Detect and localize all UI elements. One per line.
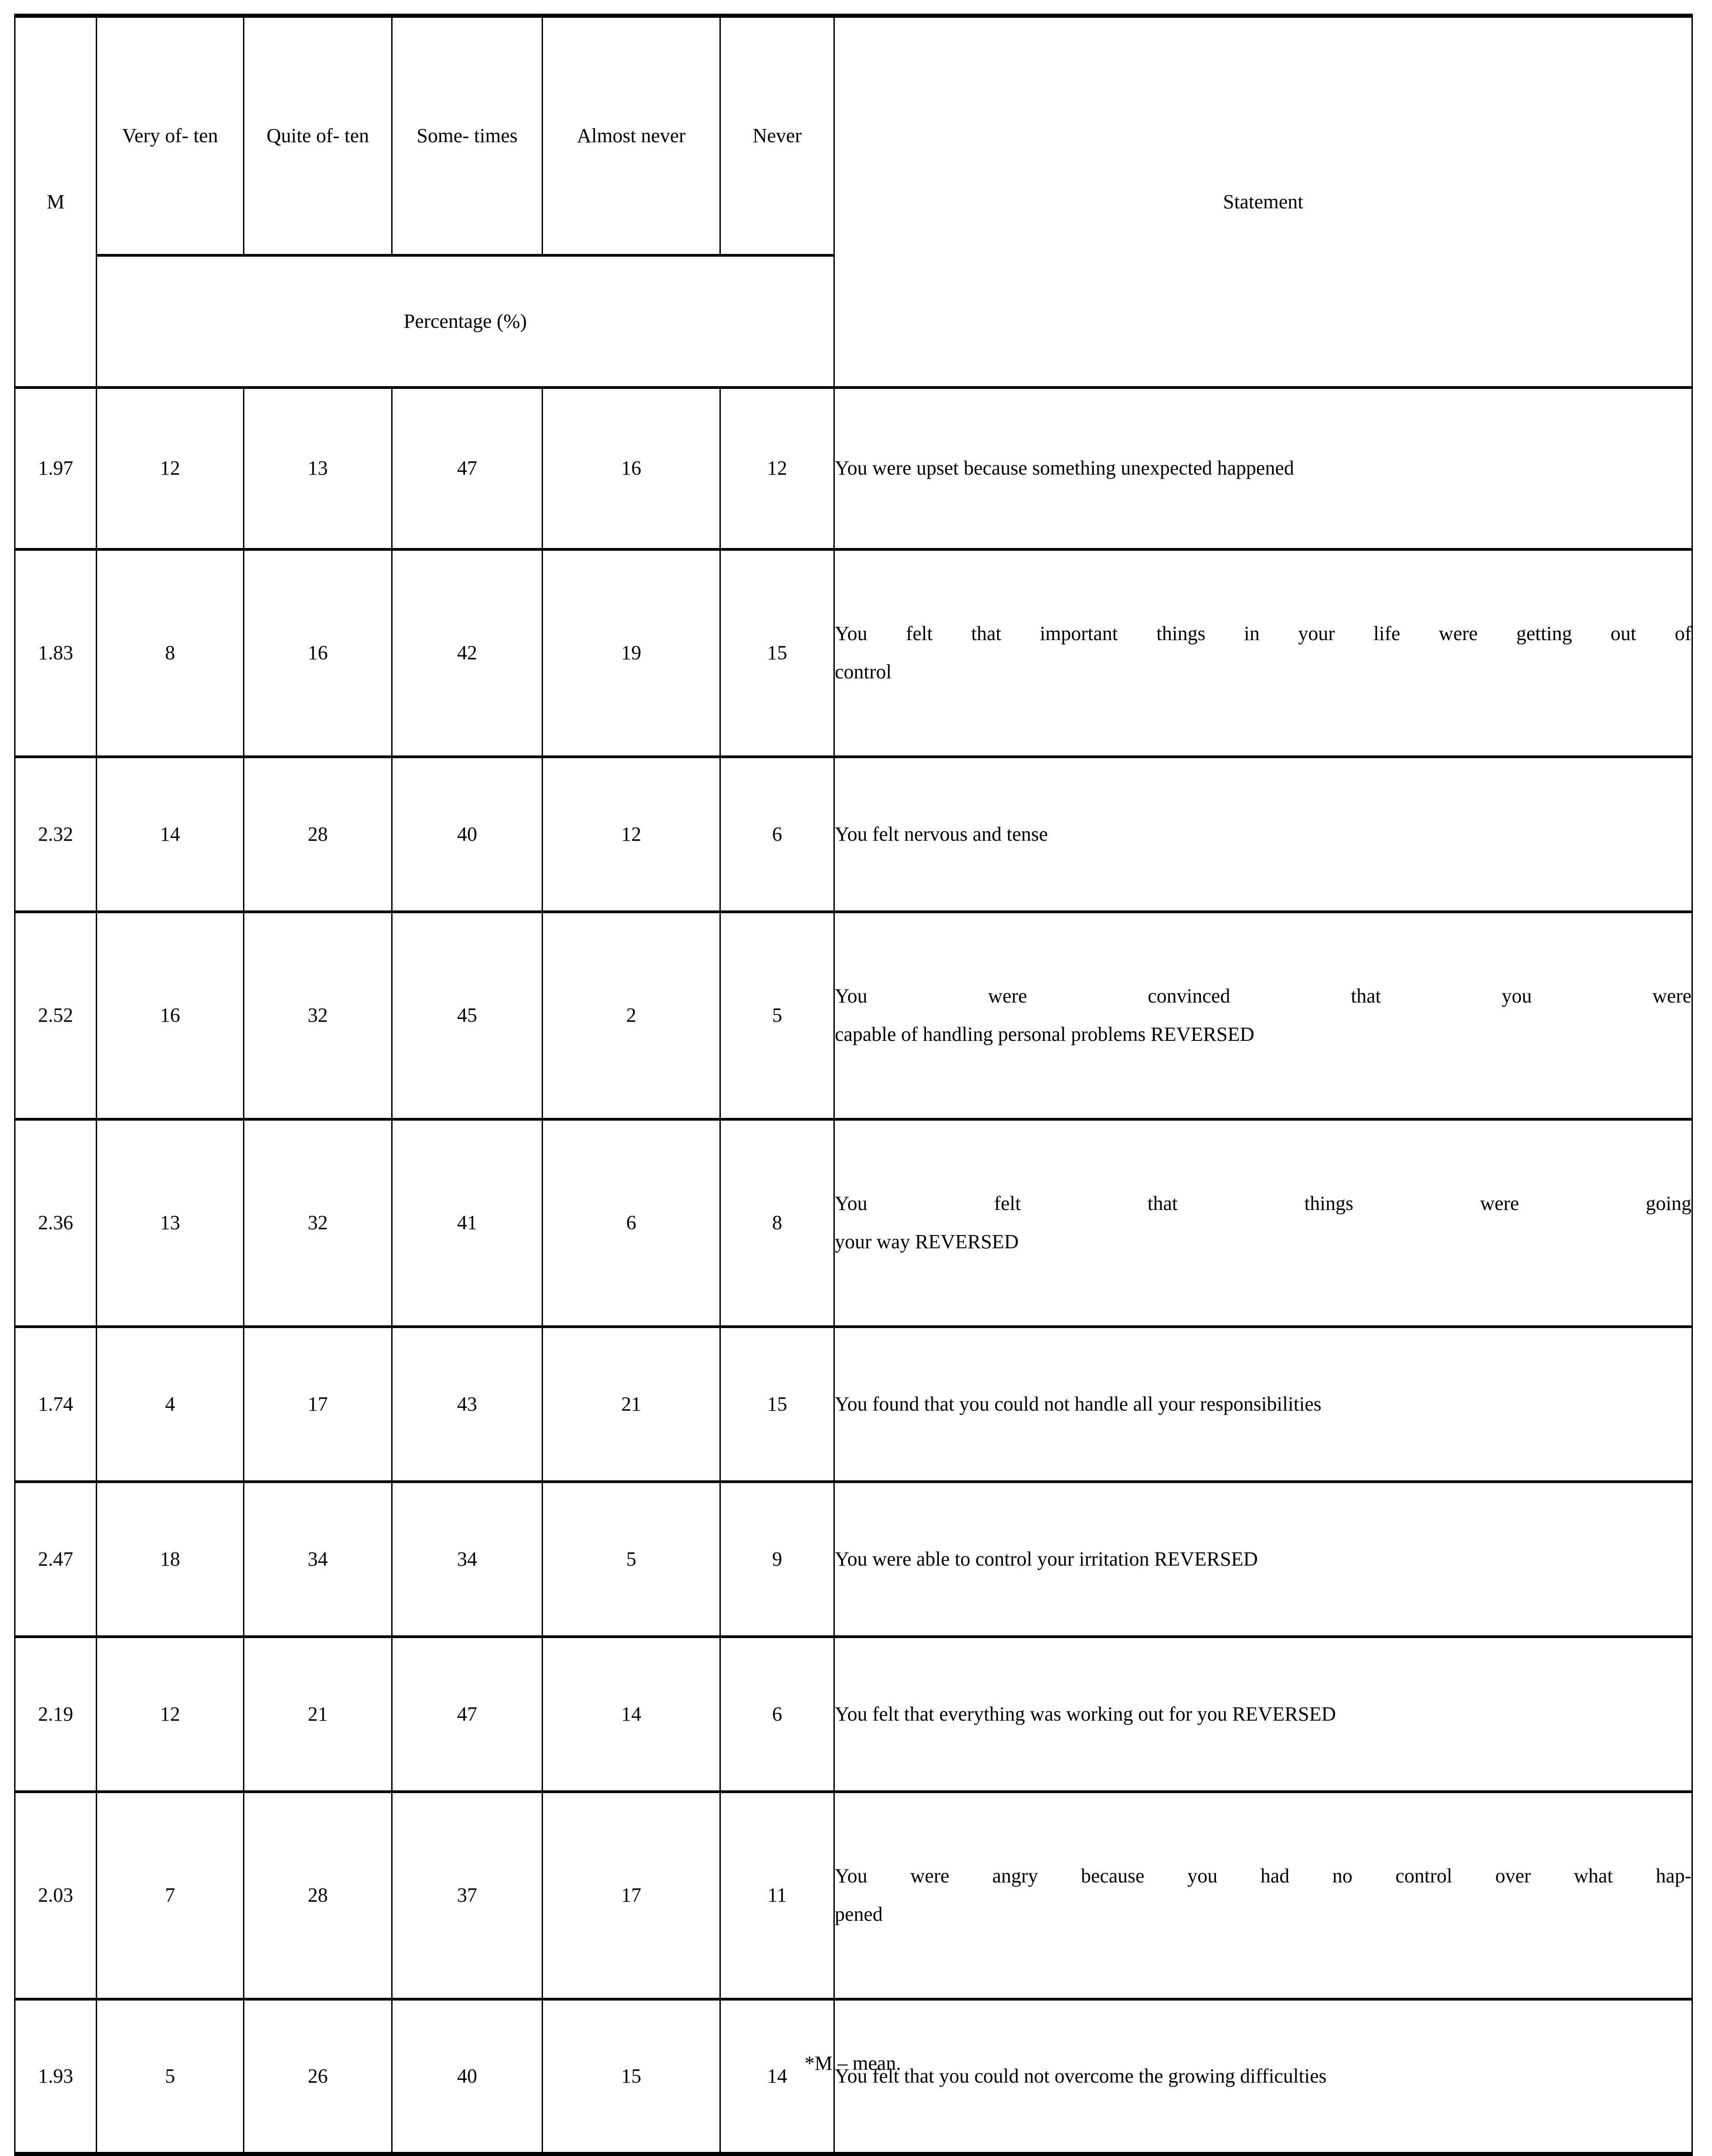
cell-mean: 1.74: [15, 1327, 97, 1482]
cell-quite-often: 28: [244, 757, 392, 912]
cell-mean: 2.19: [15, 1637, 97, 1792]
table-row: [15, 1637, 1692, 1792]
cell-never: 15: [720, 1327, 834, 1482]
statement-line: your way REVERSED: [835, 1231, 1019, 1253]
group-header-percentage: Percentage (%): [97, 255, 834, 388]
cell-very-often: 13: [97, 1119, 244, 1327]
header-line-1: Very of-: [122, 124, 189, 147]
cell-sometimes: 42: [392, 549, 543, 757]
cell-very-often: 4: [97, 1327, 244, 1482]
cell-very-often: 8: [97, 549, 244, 757]
cell-almost-never: 5: [543, 1482, 720, 1637]
cell-sometimes: 47: [392, 388, 543, 549]
cell-very-often: 18: [97, 1482, 244, 1637]
cell-quite-often: 21: [244, 1637, 392, 1792]
cell-statement: [834, 549, 1692, 757]
cell-never: 11: [720, 1792, 834, 1999]
statement-line: You were angry because you had no control over what hap-: [835, 1865, 1691, 1887]
statement-line: capable of handling personal problems REVERSED: [835, 1023, 1255, 1045]
cell-statement: [834, 1792, 1692, 1999]
cell-very-often: 14: [97, 757, 244, 912]
column-header-never: Never: [720, 16, 834, 255]
cell-sometimes: 40: [392, 1999, 543, 2154]
cell-almost-never: 6: [543, 1119, 720, 1327]
column-header-statement: Statement: [834, 16, 1692, 388]
cell-never: 12: [720, 388, 834, 549]
cell-very-often: 16: [97, 912, 244, 1119]
cell-almost-never: 16: [543, 388, 720, 549]
cell-mean: 1.97: [15, 388, 97, 549]
statement-line: You were convinced that you were: [835, 985, 1691, 1008]
cell-never: 6: [720, 1637, 834, 1792]
cell-mean: 2.03: [15, 1792, 97, 1999]
header-line-2: never: [641, 124, 686, 147]
cell-quite-often: 13: [244, 388, 392, 549]
statement-line: You felt that things were going: [835, 1192, 1691, 1215]
table-row: [15, 1327, 1692, 1482]
cell-almost-never: 19: [543, 549, 720, 757]
column-header-quite-often: [244, 16, 392, 255]
cell-statement: [834, 912, 1692, 1119]
cell-almost-never: 12: [543, 757, 720, 912]
cell-never: 8: [720, 1119, 834, 1327]
table-row: [15, 912, 1692, 1119]
table-row: [15, 757, 1692, 912]
cell-mean: 1.93: [15, 1999, 97, 2154]
cell-quite-often: 28: [244, 1792, 392, 1999]
cell-mean: 2.36: [15, 1119, 97, 1327]
cell-statement: You found that you could not handle all your responsibilities: [834, 1327, 1692, 1482]
cell-sometimes: 41: [392, 1119, 543, 1327]
cell-statement: [834, 1119, 1692, 1327]
cell-almost-never: 21: [543, 1327, 720, 1482]
header-line-2: ten: [193, 124, 218, 147]
cell-sometimes: 34: [392, 1482, 543, 1637]
cell-quite-often: 17: [244, 1327, 392, 1482]
cell-very-often: 5: [97, 1999, 244, 2154]
cell-statement: You felt nervous and tense: [834, 757, 1692, 912]
table-footnote: *M – mean.: [804, 2052, 901, 2074]
table-row: [15, 1119, 1692, 1327]
cell-mean: 2.52: [15, 912, 97, 1119]
cell-statement: You felt that you could not overcome the growing difficulties: [834, 1999, 1692, 2154]
cell-very-often: 12: [97, 1637, 244, 1792]
cell-almost-never: 15: [543, 1999, 720, 2154]
pss-response-distribution-table: [14, 14, 1693, 2156]
cell-quite-often: 26: [244, 1999, 392, 2154]
column-header-almost-never: [543, 16, 720, 255]
cell-almost-never: 17: [543, 1792, 720, 1999]
column-header-very-often: [97, 16, 244, 255]
cell-quite-often: 34: [244, 1482, 392, 1637]
cell-never: 14: [720, 1999, 834, 2154]
cell-never: 5: [720, 912, 834, 1119]
table-header: [15, 16, 1692, 388]
cell-almost-never: 2: [543, 912, 720, 1119]
statement-line: control: [835, 661, 892, 683]
statement-line: pened: [835, 1903, 883, 1925]
table-row: [15, 388, 1692, 549]
cell-very-often: 12: [97, 388, 244, 549]
cell-sometimes: 45: [392, 912, 543, 1119]
cell-statement: You felt that everything was working out for you REVERSED: [834, 1637, 1692, 1792]
cell-never: 6: [720, 757, 834, 912]
table-body: [15, 388, 1692, 2154]
header-line-1: Quite of-: [266, 124, 340, 147]
cell-sometimes: 43: [392, 1327, 543, 1482]
cell-quite-often: 16: [244, 549, 392, 757]
table-row: [15, 1482, 1692, 1637]
cell-statement: You were able to control your irritation REVERSED: [834, 1482, 1692, 1637]
header-line-1: Almost: [577, 124, 636, 147]
table-row: [15, 549, 1692, 757]
cell-statement: You were upset because something unexpected happened: [834, 388, 1692, 549]
header-line-2: times: [474, 124, 518, 147]
cell-never: 15: [720, 549, 834, 757]
header-line-1: Some-: [416, 124, 469, 147]
cell-sometimes: 37: [392, 1792, 543, 1999]
header-line-2: ten: [344, 124, 369, 147]
cell-very-often: 7: [97, 1792, 244, 1999]
column-header-mean: M: [15, 16, 97, 388]
cell-quite-often: 32: [244, 1119, 392, 1327]
cell-sometimes: 40: [392, 757, 543, 912]
cell-never: 9: [720, 1482, 834, 1637]
cell-mean: 2.47: [15, 1482, 97, 1637]
cell-quite-often: 32: [244, 912, 392, 1119]
statement-line: You felt that important things in your life were getting out of: [835, 622, 1691, 645]
header-row-primary: [15, 16, 1692, 255]
column-header-sometimes: [392, 16, 543, 255]
cell-mean: 2.32: [15, 757, 97, 912]
table-row: [15, 1999, 1692, 2154]
cell-sometimes: 47: [392, 1637, 543, 1792]
cell-mean: 1.83: [15, 549, 97, 757]
table-row: [15, 1792, 1692, 1999]
cell-almost-never: 14: [543, 1637, 720, 1792]
